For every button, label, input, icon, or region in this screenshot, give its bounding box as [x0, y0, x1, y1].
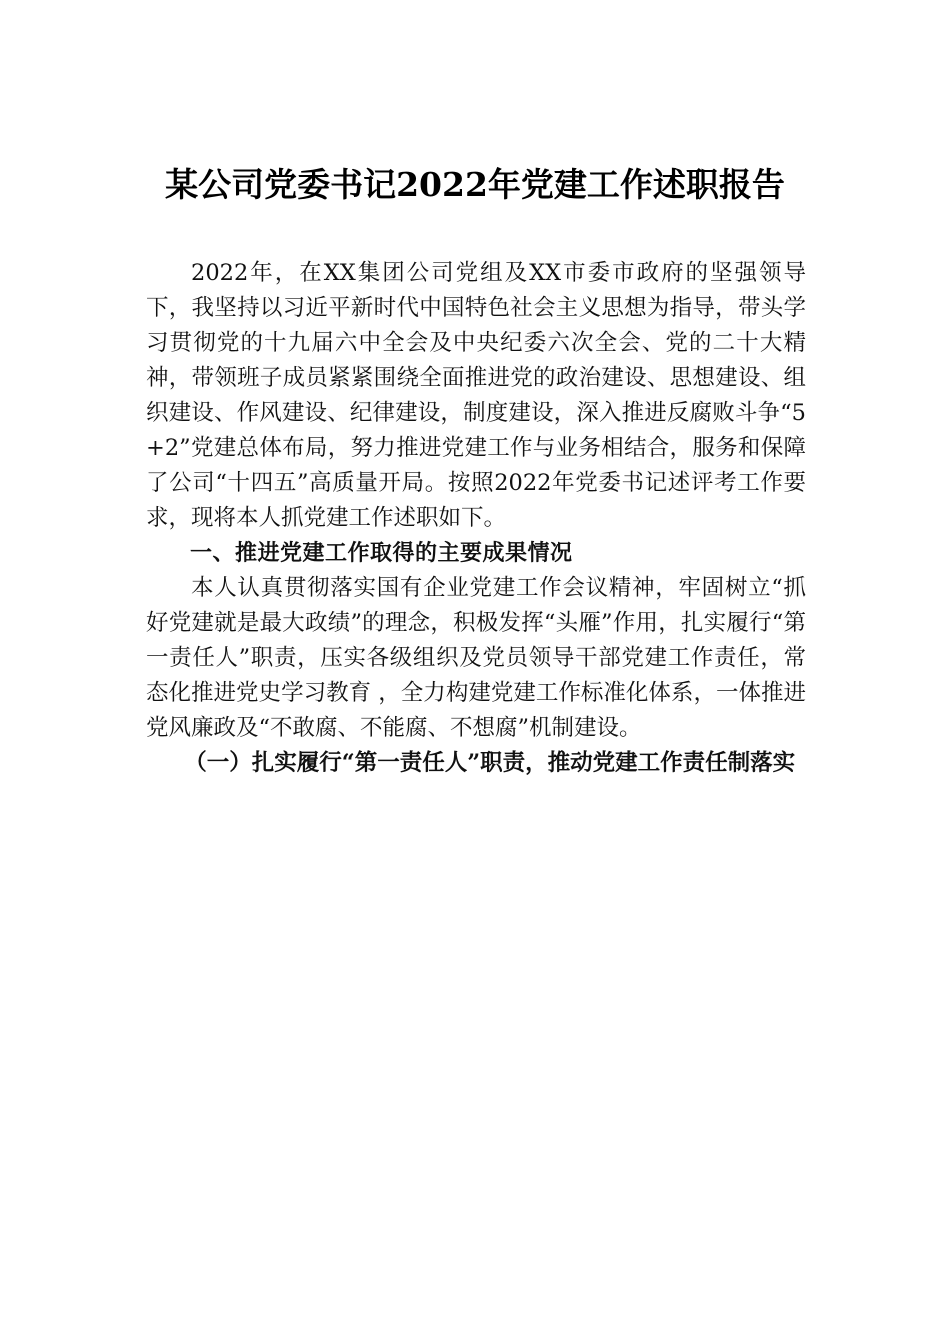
document-title: 某公司党委书记2022年党建工作述职报告	[165, 165, 785, 204]
intro-paragraph: 2022年，在XX集团公司党组及XX市委市政府的坚强领导下，我坚持以习近平新时代中国特色社会主义思想为指导，带头学习贯彻党的十九届六中全会及中央纪委六次全会、党的二十大精神，带领班子成员紧紧围绕全面推进党的政治建设、思想建设、组织建设、作风建设、纪律建设，制度建设，深入推进反腐败斗争“5+2”党建总体布局，努力推进党建工作与业务相结合，服务和保障了公司“十四五”高质量开局。按照2022年党委书记述评考工作要求，现将本人抓党建工作述职如下。	[146, 260, 806, 531]
section-heading: 一、推进党建工作取得的主要成果情况	[190, 541, 573, 566]
document-body	[146, 256, 806, 781]
subsection-heading: （一）扎实履行“第一责任人”职责，推动党建工作责任制落实	[184, 750, 796, 776]
section-paragraph: 本人认真贯彻落实国有企业党建工作会议精神，牢固树立“抓好党建就是最大政绩”的理念，积极发挥“头雁”作用，扎实履行“第一责任人”职责，压实各级组织及党员领导干部党建工作责任，常态化推进党史学习教育 ，全力构建党建工作标准化体系，一体推进党风廉政及“不敢腐、不能腐、不想腐”机制建设。	[146, 575, 806, 741]
